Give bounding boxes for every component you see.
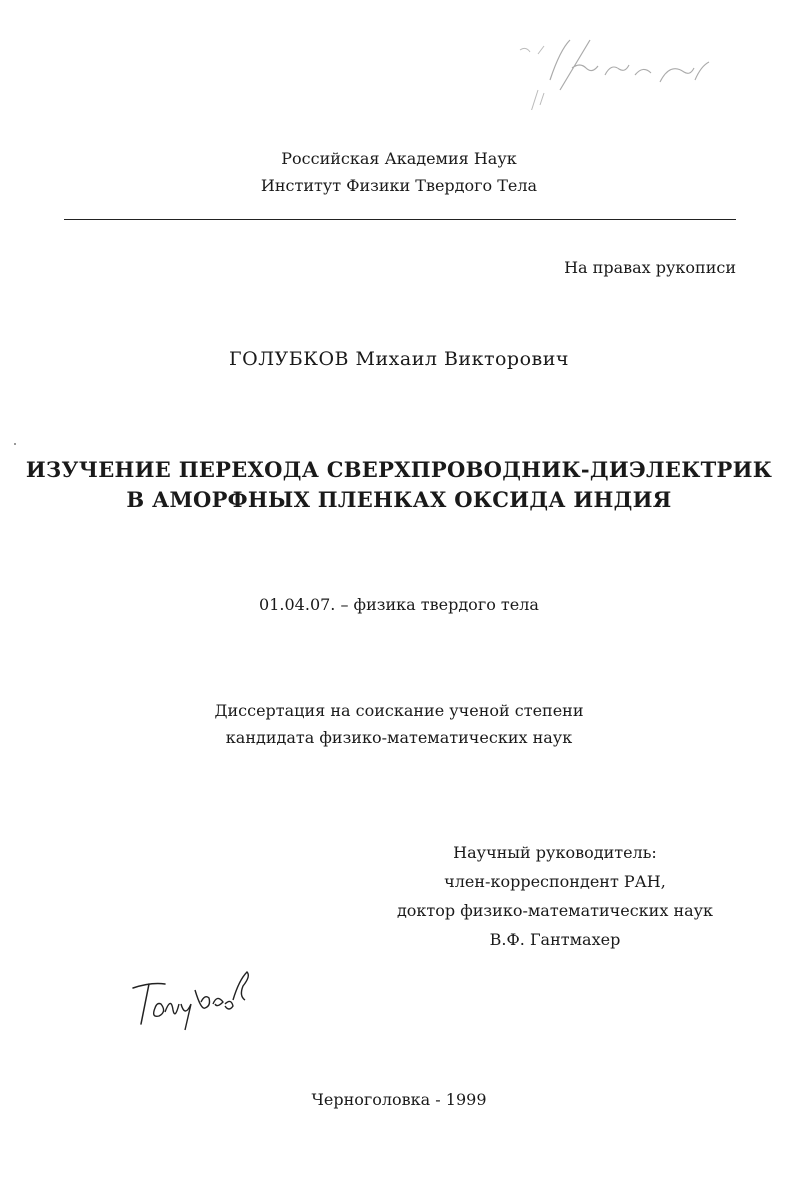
place-and-year: Черноголовка - 1999 (311, 1090, 487, 1109)
pencil-scribble-mark (510, 20, 720, 110)
supervisor-block (380, 838, 730, 954)
supervisor-name: В.Ф. Гантмахер (489, 930, 621, 949)
supervisor-rank: член-корреспондент РАН, (444, 872, 666, 891)
manuscript-note: На правах рукописи (564, 258, 736, 277)
header-divider (64, 219, 736, 220)
supervisor-degree: доктор физико-математических наук (396, 901, 714, 920)
dissertation-title-line-2: В АМОРФНЫХ ПЛЕНКАХ ОКСИДА ИНДИЯ (126, 487, 672, 512)
dissertation-degree-line-2: кандидата физико-математических наук (225, 728, 573, 747)
institute-name: Институт Физики Твердого Тела (260, 176, 538, 195)
author-name: ГОЛУБКОВ Михаил Викторович (229, 348, 569, 370)
dissertation-title-line-1: ИЗУЧЕНИЕ ПЕРЕХОДА СВЕРХПРОВОДНИК-ДИЭЛЕКТРИК (25, 457, 773, 482)
academy-name: Российская Академия Наук (281, 149, 517, 168)
specialty-code: 01.04.07. – физика твердого тела (259, 595, 539, 614)
supervisor-label: Научный руководитель: (453, 843, 657, 862)
dissertation-degree-line-1: Диссертация на соискание ученой степени (214, 701, 584, 720)
handwritten-signature (125, 960, 255, 1035)
scan-speck (14, 443, 16, 445)
